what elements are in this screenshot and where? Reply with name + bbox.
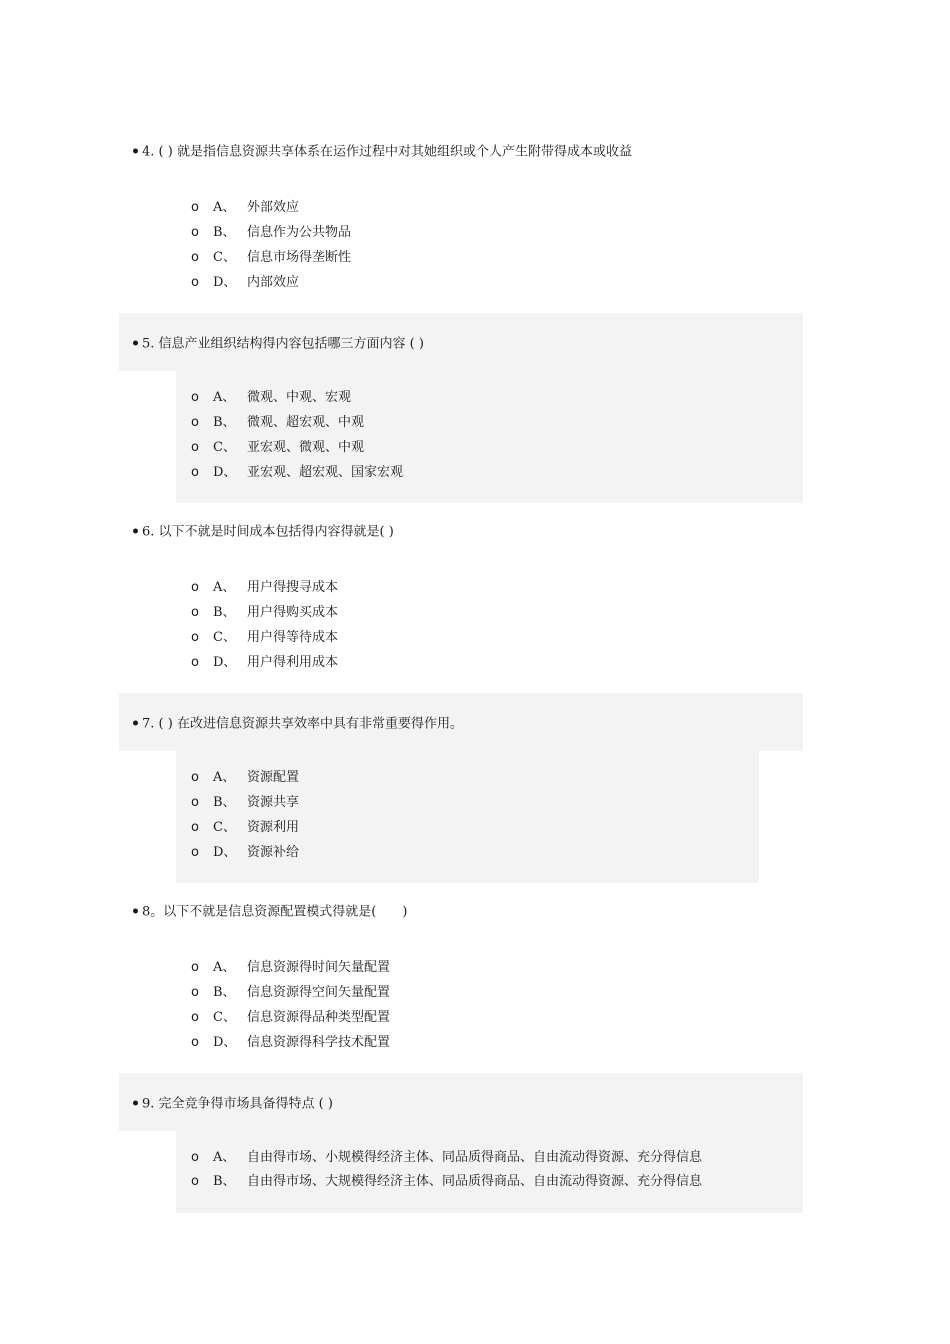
options-7 <box>176 751 759 883</box>
option-c[interactable]: o C、 信息资源得品种类型配置 <box>191 1005 390 1030</box>
question-text: 9. 完全竞争得市场具备得特点 ( ) <box>133 1093 333 1112</box>
question-8 <box>119 881 803 939</box>
circle-bullet-icon: o <box>191 605 199 620</box>
option-b[interactable]: o B、 信息资源得空间矢量配置 <box>191 980 390 1005</box>
options-6 <box>176 563 759 675</box>
question-text: 5. 信息产业组织结构得内容包括哪三方面内容 ( ) <box>133 333 424 352</box>
circle-bullet-icon: o <box>191 1035 199 1050</box>
options-5 <box>176 371 803 503</box>
options-9 <box>176 1131 803 1213</box>
circle-bullet-icon: o <box>191 465 199 480</box>
option-a[interactable]: o A、 微观、中观、宏观 <box>191 385 351 410</box>
circle-bullet-icon: o <box>191 845 199 860</box>
question-text: 6. 以下不就是时间成本包括得内容得就是( ) <box>133 521 394 540</box>
option-a[interactable]: o A、 外部效应 <box>191 195 299 220</box>
question-7 <box>119 693 803 751</box>
option-a[interactable]: o A、 信息资源得时间矢量配置 <box>191 955 390 980</box>
question-9 <box>119 1073 803 1131</box>
option-c[interactable]: o C、 信息市场得垄断性 <box>191 245 351 270</box>
option-d[interactable]: o D、 亚宏观、超宏观、国家宏观 <box>191 460 403 485</box>
question-text: 7. ( ) 在改进信息资源共享效率中具有非常重要得作用。 <box>133 713 463 732</box>
option-a[interactable]: o A、 资源配置 <box>191 765 299 790</box>
option-b[interactable]: o B、 用户得购买成本 <box>191 600 338 625</box>
bullet-icon <box>133 529 138 534</box>
option-b[interactable]: o B、 信息作为公共物品 <box>191 220 351 245</box>
circle-bullet-icon: o <box>191 225 199 240</box>
bullet-icon <box>133 909 138 914</box>
option-a[interactable]: o A、 自由得市场、小规模得经济主体、同品质得商品、自由流动得资源、充分得信息 <box>191 1145 702 1170</box>
options-8 <box>176 943 759 1055</box>
option-c[interactable]: o C、 用户得等待成本 <box>191 625 338 650</box>
circle-bullet-icon: o <box>191 250 199 265</box>
bullet-icon <box>133 341 138 346</box>
circle-bullet-icon: o <box>191 630 199 645</box>
circle-bullet-icon: o <box>191 655 199 670</box>
bullet-icon <box>133 721 138 726</box>
option-c[interactable]: o C、 亚宏观、微观、中观 <box>191 435 364 460</box>
option-d[interactable]: o D、 内部效应 <box>191 270 299 295</box>
question-6 <box>119 501 803 559</box>
circle-bullet-icon: o <box>191 1174 199 1189</box>
option-b[interactable]: o B、 资源共享 <box>191 790 299 815</box>
question-text: 8。以下不就是信息资源配置模式得就是( ) <box>133 901 407 920</box>
circle-bullet-icon: o <box>191 1150 199 1165</box>
circle-bullet-icon: o <box>191 985 199 1000</box>
question-text: 4. ( ) 就是指信息资源共享体系在运作过程中对其她组织或个人产生附带得成本或收益 <box>133 141 632 160</box>
circle-bullet-icon: o <box>191 820 199 835</box>
options-4 <box>176 183 759 295</box>
circle-bullet-icon: o <box>191 960 199 975</box>
circle-bullet-icon: o <box>191 275 199 290</box>
question-4 <box>119 121 803 179</box>
question-5 <box>119 313 803 371</box>
option-b[interactable]: o B、 微观、超宏观、中观 <box>191 410 364 435</box>
circle-bullet-icon: o <box>191 440 199 455</box>
bullet-icon <box>133 149 138 154</box>
circle-bullet-icon: o <box>191 390 199 405</box>
option-a[interactable]: o A、 用户得搜寻成本 <box>191 575 338 600</box>
option-d[interactable]: o D、 资源补给 <box>191 840 299 865</box>
circle-bullet-icon: o <box>191 1010 199 1025</box>
circle-bullet-icon: o <box>191 200 199 215</box>
circle-bullet-icon: o <box>191 770 199 785</box>
circle-bullet-icon: o <box>191 795 199 810</box>
bullet-icon <box>133 1101 138 1106</box>
option-c[interactable]: o C、 资源利用 <box>191 815 299 840</box>
option-d[interactable]: o D、 用户得利用成本 <box>191 650 338 675</box>
circle-bullet-icon: o <box>191 580 199 595</box>
option-d[interactable]: o D、 信息资源得科学技术配置 <box>191 1030 390 1055</box>
circle-bullet-icon: o <box>191 415 199 430</box>
option-b[interactable]: o B、 自由得市场、大规模得经济主体、同品质得商品、自由流动得资源、充分得信息 <box>191 1169 702 1194</box>
